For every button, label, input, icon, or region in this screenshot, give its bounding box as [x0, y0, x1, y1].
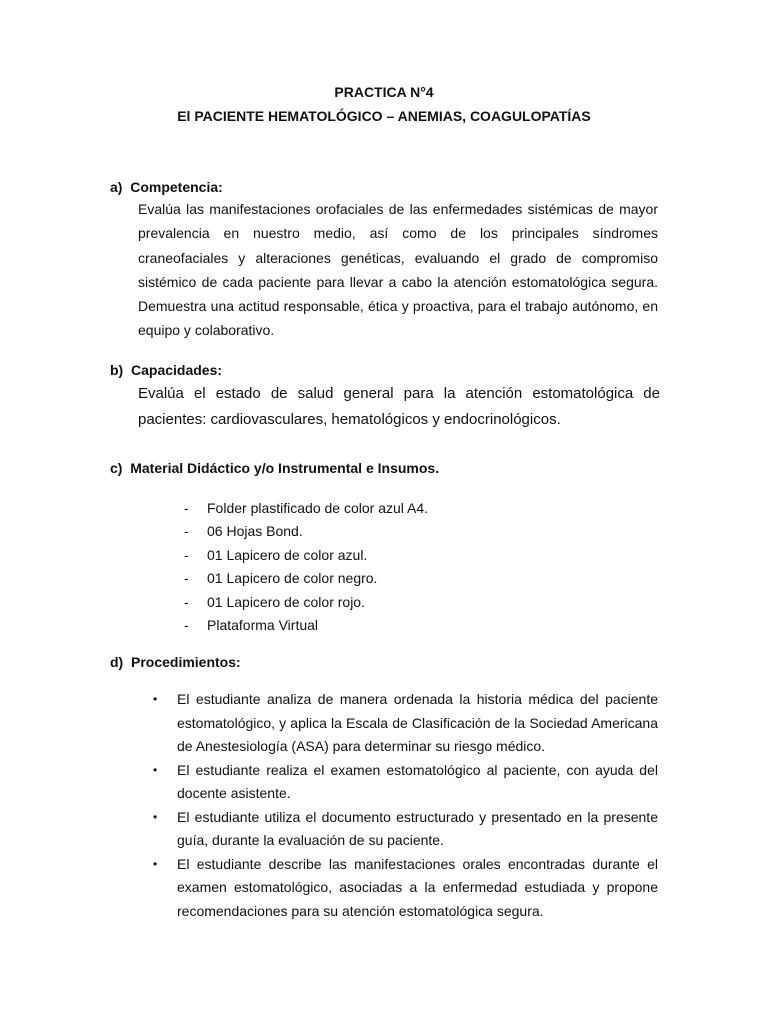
- list-item: [184, 567, 428, 590]
- list-item-text: Folder plastificado de color azul A4.: [207, 500, 429, 516]
- list-item-text: Plataforma Virtual: [207, 616, 319, 633]
- list-item-text: El estudiante describe las manifestaciones orales encontradas durante el examen estomatológico, asociadas a la enfermedad estudiada y propone recomendaciones para su atención estomatológica segura.: [177, 855, 658, 919]
- list-item: [184, 591, 428, 614]
- section-c-heading: c) Material Didáctico y/o Instrumental e Insumos.: [110, 460, 440, 476]
- list-item-text: 06 Hojas Bond.: [207, 523, 303, 540]
- dash-marker: -: [184, 593, 189, 610]
- dash-marker: -: [184, 546, 189, 563]
- section-b-body: Evalúa el estado de salud general para la atención estomatológica de pacientes: cardiovasculares, hematológicos y endocrinológicos.: [138, 385, 660, 428]
- list-item: [153, 688, 658, 759]
- section-a-heading: a) Competencia:: [110, 179, 223, 195]
- list-item-text: El estudiante analiza de manera ordenada la historia médica del paciente estomatológico, y aplica la Escala de Clasificación de la Sociedad Americana de Anestesiología (ASA) para determinar su riesgo médico.: [177, 691, 658, 754]
- list-item: [184, 497, 428, 520]
- dash-marker: -: [184, 570, 189, 587]
- bullet-marker: •: [153, 692, 158, 706]
- list-item-text: El estudiante realiza el examen estomatológico al paciente, con ayuda del docente asistente.: [177, 761, 658, 801]
- list-item: [153, 806, 658, 853]
- list-item-text: 01 Lapicero de color rojo.: [207, 593, 365, 610]
- list-item-text: 01 Lapicero de color azul.: [207, 546, 368, 563]
- list-item-text: 01 Lapicero de color negro.: [207, 570, 378, 587]
- list-item: [184, 520, 428, 543]
- bullet-marker: •: [153, 762, 158, 777]
- list-item: [184, 614, 428, 637]
- practice-subtitle: El PACIENTE HEMATOLÓGICO – ANEMIAS, COAGULOPATÍAS: [177, 108, 591, 124]
- section-a-body: Evalúa las manifestaciones orofaciales de las enfermedades sistémicas de mayor prevalencia en nuestro medio, así como de los principales síndromes craneofaciales y alteraciones genéticas, evaluando el grado de compromiso sistémico de cada paciente para llevar a cabo la atención estomatológica segura. Demuestra una actitud responsable, ética y proactiva, para el trabajo autónomo, en equipo y colaborativo.: [138, 201, 658, 339]
- list-item: [153, 853, 658, 924]
- section-d-heading: d) Procedimientos:: [110, 654, 241, 670]
- dash-marker: -: [184, 523, 189, 540]
- dash-marker: -: [184, 616, 189, 633]
- procedures-list: [153, 688, 658, 923]
- practice-title: PRACTICA N°4: [334, 84, 434, 100]
- list-item-text: El estudiante utiliza el documento estructurado y presentado en la presente guía, durante la evaluación de su paciente.: [177, 808, 658, 848]
- list-item: [153, 759, 658, 806]
- bullet-marker: •: [153, 809, 158, 824]
- list-item: [184, 544, 428, 567]
- section-b-heading: b) Capacidades:: [110, 362, 223, 378]
- materials-list: [184, 497, 428, 637]
- dash-marker: -: [184, 500, 189, 516]
- bullet-marker: •: [153, 856, 158, 871]
